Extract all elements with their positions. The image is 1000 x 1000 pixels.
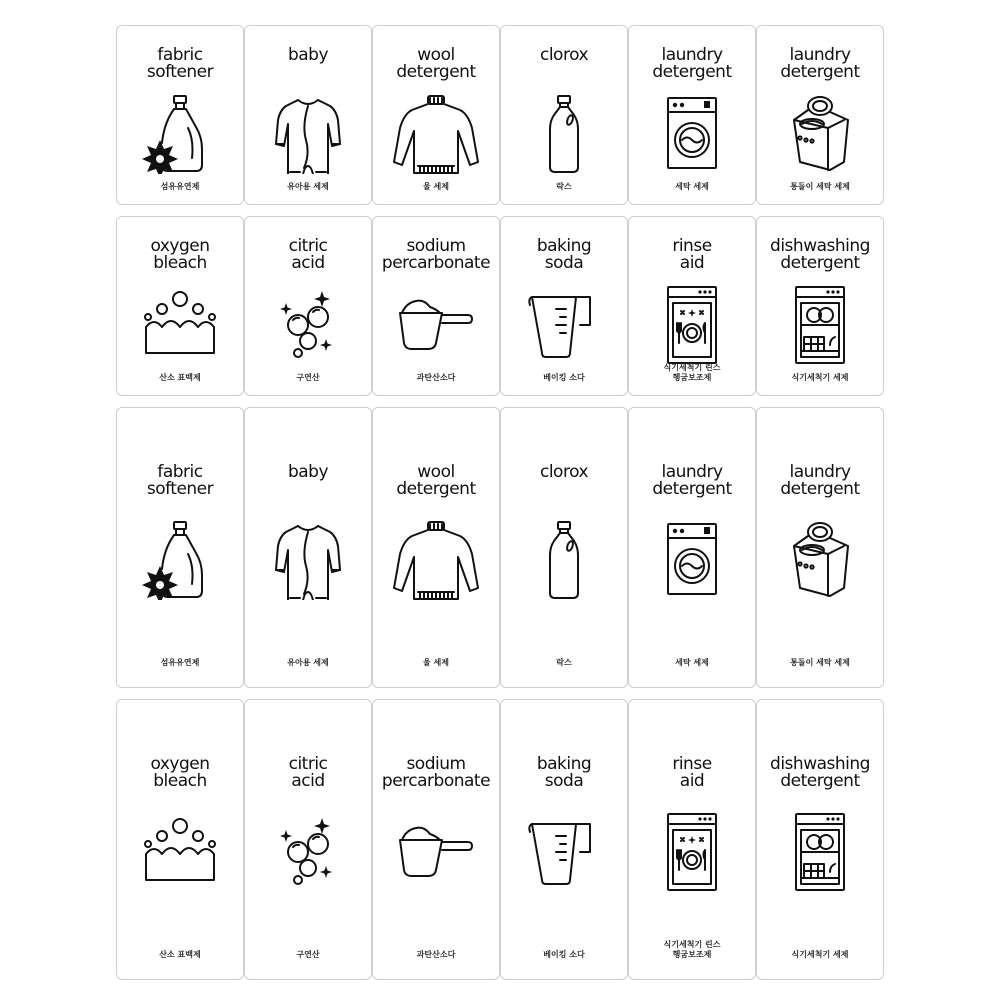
- label-korean-name: [759, 950, 881, 960]
- label-english-name: [245, 464, 371, 481]
- fabric-softener-bottle-icon: [136, 94, 224, 174]
- label-english-name: [117, 756, 243, 790]
- dishwasher-clean-icon: [648, 812, 736, 892]
- sparkle-bubbles-icon: [264, 285, 352, 365]
- label-card: [500, 25, 628, 205]
- label-english-name: [117, 464, 243, 498]
- label-english-name: [629, 47, 755, 81]
- label-card: [500, 407, 628, 688]
- baby-onesie-icon: [264, 94, 352, 174]
- label-korean-name: [119, 182, 241, 192]
- label-korean-name: [119, 373, 241, 383]
- english-name-line: sodium: [406, 754, 466, 774]
- bleach-bottle-icon: [520, 520, 608, 600]
- label-english-name: [629, 756, 755, 790]
- english-name-line: detergent: [652, 479, 732, 499]
- korean-name-line: 울 세제: [423, 182, 449, 191]
- label-row: [116, 699, 884, 980]
- fabric-softener-bottle-icon: [136, 520, 224, 600]
- english-name-line: dishwashing: [770, 754, 870, 774]
- english-name-line: wool: [417, 462, 455, 482]
- english-name-line: fabric: [157, 45, 203, 65]
- label-korean-name: [503, 182, 625, 192]
- english-name-line: baking: [536, 754, 592, 774]
- label-korean-name: [375, 373, 497, 383]
- korean-name-line: 과탄산소다: [416, 373, 456, 382]
- label-card: [244, 216, 372, 396]
- english-name-line: detergent: [396, 62, 476, 82]
- top-load-washer-icon: [776, 94, 864, 174]
- label-korean-name: [375, 182, 497, 192]
- front-load-washer-icon: [648, 94, 736, 174]
- english-name-line: percarbonate: [381, 253, 491, 273]
- english-name-line: laundry: [789, 45, 851, 65]
- label-korean-name: [759, 658, 881, 668]
- label-card: [756, 216, 884, 396]
- label-korean-name: [119, 658, 241, 668]
- english-name-line: softener: [146, 479, 214, 499]
- label-card: [116, 699, 244, 980]
- dishwasher-racks-icon: [776, 285, 864, 365]
- front-load-washer-icon: [648, 520, 736, 600]
- label-english-name: [757, 756, 883, 790]
- sweater-icon: [392, 520, 480, 600]
- label-korean-name: [247, 950, 369, 960]
- english-name-line: oxygen: [150, 236, 210, 256]
- korean-name-line: 섬유유연제: [160, 182, 200, 191]
- label-sheet: [116, 25, 884, 980]
- korean-name-line: 세탁 세제: [675, 182, 709, 191]
- label-english-name: [117, 238, 243, 272]
- sparkle-bubbles-icon: [264, 812, 352, 892]
- label-english-name: [245, 756, 371, 790]
- label-card: [756, 699, 884, 980]
- powder-scoop-icon: [392, 812, 480, 892]
- label-english-name: [757, 464, 883, 498]
- english-name-line: clorox: [539, 45, 589, 65]
- label-row: [116, 216, 884, 396]
- korean-name-line: 산소 표백제: [159, 373, 201, 382]
- english-name-line: detergent: [780, 253, 860, 273]
- korean-name-line: 통돌이 세탁 세제: [790, 658, 850, 667]
- korean-name-line: 산소 표백제: [159, 950, 201, 959]
- korean-name-line: 유아용 세제: [287, 182, 329, 191]
- english-name-line: detergent: [780, 479, 860, 499]
- korean-name-line: 통돌이 세탁 세제: [790, 182, 850, 191]
- english-name-line: laundry: [789, 462, 851, 482]
- english-name-line: baby: [287, 462, 329, 482]
- korean-name-line: 구연산: [296, 373, 320, 382]
- label-korean-name: [375, 658, 497, 668]
- top-load-washer-icon: [776, 520, 864, 600]
- korean-name-line: 식기세척기 린스: [663, 940, 721, 949]
- label-card: [116, 407, 244, 688]
- label-english-name: [245, 47, 371, 64]
- label-card: [372, 407, 500, 688]
- english-name-line: percarbonate: [381, 771, 491, 791]
- label-english-name: [629, 238, 755, 272]
- label-english-name: [501, 464, 627, 481]
- label-english-name: [373, 238, 499, 272]
- korean-name-line: 락스: [556, 182, 572, 191]
- english-name-line: detergent: [396, 479, 476, 499]
- korean-name-line: 베이킹 소다: [543, 950, 585, 959]
- bubbles-crown-icon: [136, 285, 224, 365]
- label-korean-name: [119, 950, 241, 960]
- label-korean-name: [375, 950, 497, 960]
- label-card: [372, 699, 500, 980]
- english-name-line: detergent: [652, 62, 732, 82]
- english-name-line: rinse: [672, 754, 712, 774]
- english-name-line: detergent: [780, 771, 860, 791]
- label-card: [372, 216, 500, 396]
- english-name-line: bleach: [153, 771, 207, 791]
- label-card: [116, 216, 244, 396]
- label-english-name: [373, 47, 499, 81]
- measuring-cup-icon: [520, 812, 608, 892]
- korean-name-line: 섬유유연제: [160, 658, 200, 667]
- korean-name-line: 식기세척기 세제: [791, 373, 849, 382]
- korean-name-line: 베이킹 소다: [543, 373, 585, 382]
- label-card: [244, 699, 372, 980]
- english-name-line: acid: [291, 771, 325, 791]
- english-name-line: soda: [544, 771, 584, 791]
- label-english-name: [117, 47, 243, 81]
- korean-name-line: 락스: [556, 658, 572, 667]
- label-english-name: [629, 464, 755, 498]
- label-card: [628, 25, 756, 205]
- label-korean-name: [247, 373, 369, 383]
- english-name-line: acid: [291, 253, 325, 273]
- english-name-line: bleach: [153, 253, 207, 273]
- label-korean-name: [631, 363, 753, 383]
- english-name-line: laundry: [661, 462, 723, 482]
- label-korean-name: [759, 182, 881, 192]
- label-korean-name: [503, 658, 625, 668]
- korean-name-line: 과탄산소다: [416, 950, 456, 959]
- english-name-line: rinse: [672, 236, 712, 256]
- korean-name-line: 식기세척기 린스: [663, 363, 721, 372]
- baby-onesie-icon: [264, 520, 352, 600]
- english-name-line: fabric: [157, 462, 203, 482]
- english-name-line: wool: [417, 45, 455, 65]
- powder-scoop-icon: [392, 285, 480, 365]
- label-english-name: [501, 47, 627, 64]
- label-korean-name: [503, 373, 625, 383]
- english-name-line: dishwashing: [770, 236, 870, 256]
- english-name-line: citric: [288, 236, 328, 256]
- label-card: [756, 25, 884, 205]
- korean-name-line: 헹굼보조제: [672, 373, 712, 382]
- label-korean-name: [631, 940, 753, 960]
- label-english-name: [757, 47, 883, 81]
- english-name-line: baking: [536, 236, 592, 256]
- label-row: [116, 407, 884, 688]
- label-card: [628, 407, 756, 688]
- label-korean-name: [503, 950, 625, 960]
- korean-name-line: 식기세척기 세제: [791, 950, 849, 959]
- bubbles-crown-icon: [136, 812, 224, 892]
- label-korean-name: [247, 182, 369, 192]
- label-card: [628, 699, 756, 980]
- english-name-line: sodium: [406, 236, 466, 256]
- label-korean-name: [247, 658, 369, 668]
- english-name-line: baby: [287, 45, 329, 65]
- korean-name-line: 헹굼보조제: [672, 950, 712, 959]
- bleach-bottle-icon: [520, 94, 608, 174]
- english-name-line: softener: [146, 62, 214, 82]
- english-name-line: detergent: [780, 62, 860, 82]
- label-row: [116, 25, 884, 205]
- label-card: [628, 216, 756, 396]
- english-name-line: soda: [544, 253, 584, 273]
- dishwasher-racks-icon: [776, 812, 864, 892]
- label-english-name: [757, 238, 883, 272]
- korean-name-line: 유아용 세제: [287, 658, 329, 667]
- label-english-name: [373, 464, 499, 498]
- english-name-line: aid: [679, 771, 705, 791]
- label-korean-name: [631, 658, 753, 668]
- label-korean-name: [759, 373, 881, 383]
- label-card: [756, 407, 884, 688]
- label-card: [116, 25, 244, 205]
- label-english-name: [373, 756, 499, 790]
- measuring-cup-icon: [520, 285, 608, 365]
- label-korean-name: [631, 182, 753, 192]
- label-card: [244, 25, 372, 205]
- english-name-line: laundry: [661, 45, 723, 65]
- label-english-name: [245, 238, 371, 272]
- korean-name-line: 울 세제: [423, 658, 449, 667]
- label-english-name: [501, 238, 627, 272]
- label-card: [500, 699, 628, 980]
- sweater-icon: [392, 94, 480, 174]
- label-card: [372, 25, 500, 205]
- korean-name-line: 세탁 세제: [675, 658, 709, 667]
- korean-name-line: 구연산: [296, 950, 320, 959]
- english-name-line: aid: [679, 253, 705, 273]
- english-name-line: citric: [288, 754, 328, 774]
- english-name-line: clorox: [539, 462, 589, 482]
- dishwasher-clean-icon: [648, 285, 736, 365]
- label-card: [500, 216, 628, 396]
- english-name-line: oxygen: [150, 754, 210, 774]
- label-english-name: [501, 756, 627, 790]
- label-card: [244, 407, 372, 688]
